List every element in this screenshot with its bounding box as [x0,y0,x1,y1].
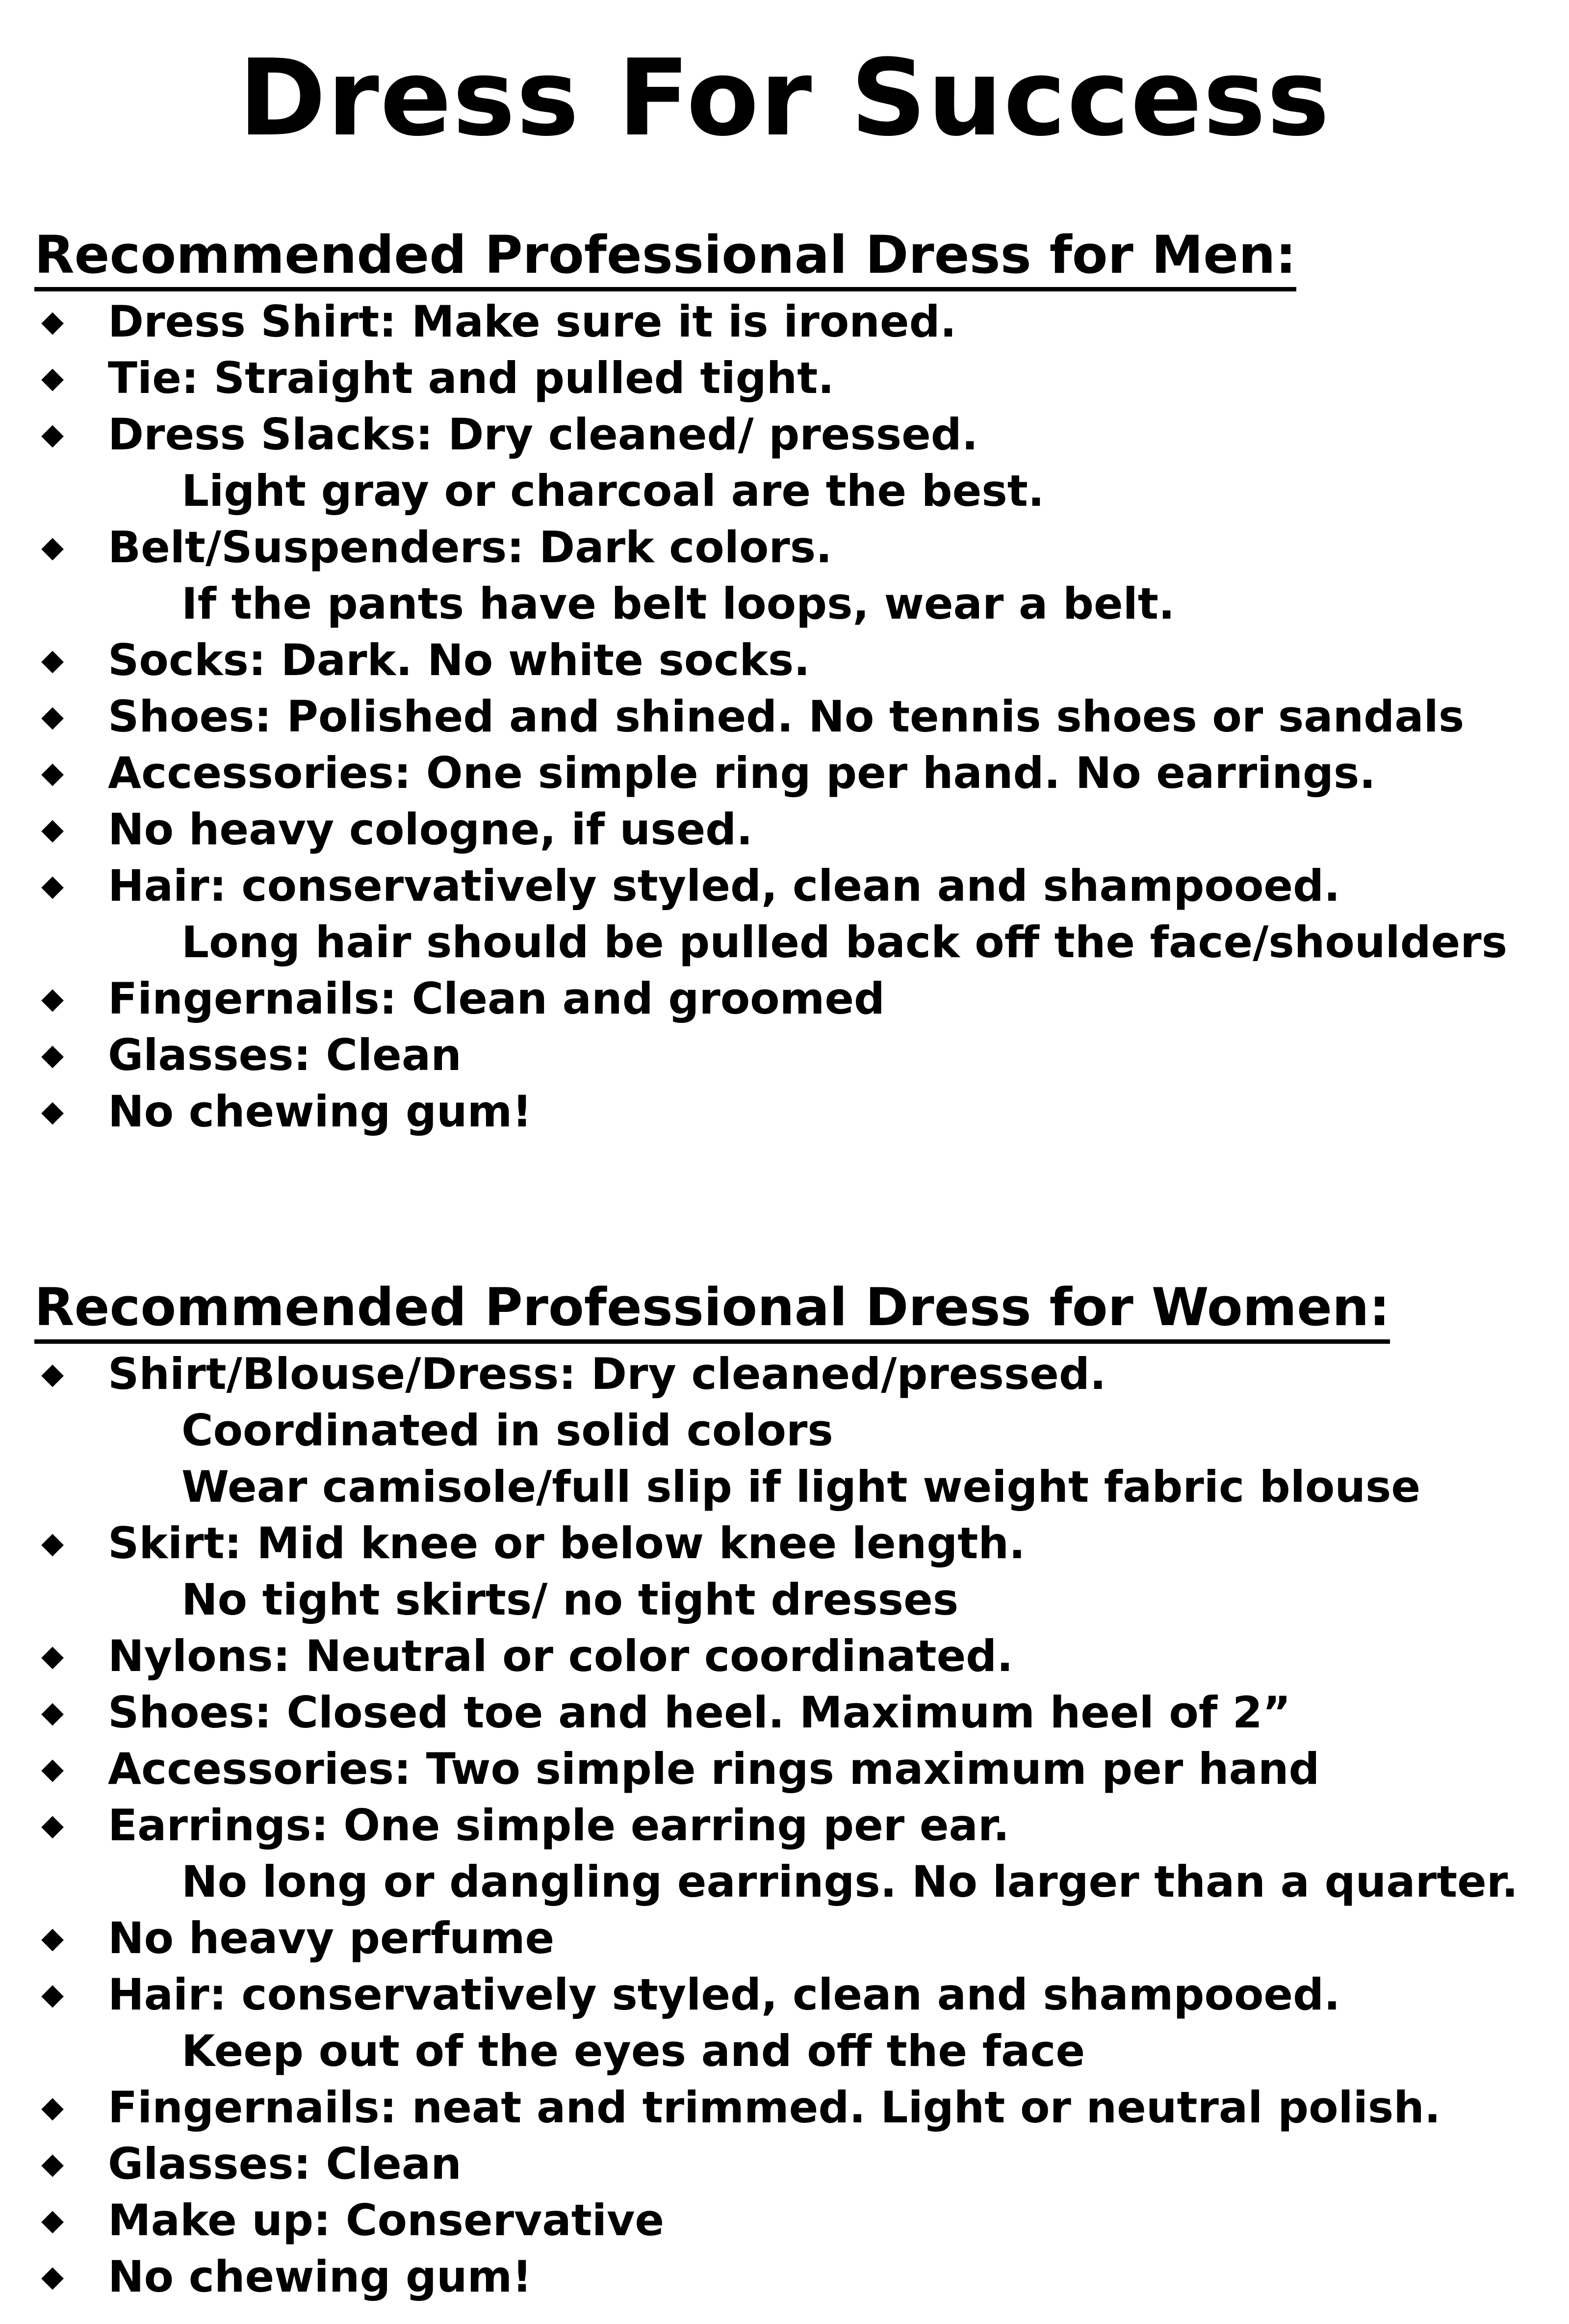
diamond-bullet-icon: ◆ [41,812,64,846]
item-text: Shoes: Polished and shined. No tennis shoes or sandals [108,691,1465,742]
women-list-item [34,2192,1550,2248]
diamond-bullet-icon: ◆ [41,868,64,903]
item-continuation-text: Coordinated in solid colors [181,1405,833,1456]
men-list-item [34,970,1550,1027]
diamond-bullet-icon: ◆ [41,417,64,451]
men-list-item [34,293,1550,350]
item-text: No chewing gum! [108,2251,532,2302]
women-list-item [34,2079,1550,2136]
diamond-bullet-icon: ◆ [41,1977,64,2011]
item-text: Fingernails: neat and trimmed. Light or neutral polish. [108,2082,1441,2133]
women-list-item [34,1966,1550,2079]
diamond-bullet-icon: ◆ [41,1526,64,1560]
diamond-bullet-icon: ◆ [41,1094,64,1128]
item-text: Earrings: One simple earring per ear. [108,1800,1010,1851]
item-text: Shoes: Closed toe and heel. Maximum heel of 2” [108,1687,1291,1738]
item-text: Nylons: Neutral or color coordinated. [108,1631,1013,1681]
men-list-item [34,519,1550,632]
item-text: Fingernails: Clean and groomed [108,973,885,1024]
diamond-bullet-icon: ◆ [41,304,64,339]
item-continuation-text: Wear camisole/full slip if light weight fabric blouse [181,1462,1421,1512]
diamond-bullet-icon: ◆ [41,1639,64,1673]
item-text: Glasses: Clean [108,2139,462,2189]
item-text: Hair: conservatively styled, clean and shampooed. [108,861,1340,911]
women-list-item [34,2248,1550,2305]
diamond-bullet-icon: ◆ [41,981,64,1016]
item-text: Glasses: Clean [108,1030,462,1080]
diamond-bullet-icon: ◆ [41,2146,64,2181]
item-text: Dress Shirt: Make sure it is ironed. [108,296,957,347]
diamond-bullet-icon: ◆ [41,1808,64,1842]
item-text: No chewing gum! [108,1086,532,1137]
women-list-item [34,1797,1550,1910]
men-list-item [34,858,1550,970]
women-list-item [34,1741,1550,1797]
item-text: Dress Slacks: Dry cleaned/ pressed. [108,409,978,460]
diamond-bullet-icon: ◆ [41,2203,64,2237]
item-text: Make up: Conservative [108,2195,665,2246]
diamond-bullet-icon: ◆ [41,1751,64,1786]
men-list-item [34,1083,1550,1140]
men-section-heading: Recommended Professional Dress for Men: [34,223,1296,291]
item-continuation-text: No long or dangling earrings. No larger than a quarter. [181,1856,1518,1907]
diamond-bullet-icon: ◆ [41,1357,64,1391]
women-list-item [34,1515,1550,1628]
item-continuation-text: No tight skirts/ no tight dresses [181,1574,959,1625]
item-text: Tie: Straight and pulled tight. [108,353,834,403]
item-continuation-text: Long hair should be pulled back off the face/shoulders [181,917,1508,967]
men-dress-section [34,223,1550,1140]
item-continuation-text: Light gray or charcoal are the best. [181,466,1045,516]
diamond-bullet-icon: ◆ [41,1921,64,1955]
diamond-bullet-icon: ◆ [41,361,64,395]
item-text: Socks: Dark. No white socks. [108,635,810,685]
men-dress-list [34,293,1550,1140]
item-continuation-text: Keep out of the eyes and off the face [181,2026,1085,2076]
women-list-item [34,1684,1550,1741]
diamond-bullet-icon: ◆ [41,530,64,564]
item-text: Belt/Suspenders: Dark colors. [108,522,832,573]
diamond-bullet-icon: ◆ [41,699,64,733]
men-list-item [34,688,1550,745]
men-list-item [34,1027,1550,1083]
page-title: Dress For Success [238,36,1331,159]
women-dress-list [34,1346,1550,2305]
item-text: Shirt/Blouse/Dress: Dry cleaned/pressed. [108,1349,1106,1399]
women-list-item [34,1910,1550,1966]
men-list-item [34,632,1550,688]
diamond-bullet-icon: ◆ [41,643,64,677]
women-list-item [34,1346,1550,1515]
men-list-item [34,745,1550,801]
item-text: No heavy perfume [108,1913,555,1963]
diamond-bullet-icon: ◆ [41,756,64,790]
women-dress-section [34,1276,1550,2305]
diamond-bullet-icon: ◆ [41,1038,64,1072]
item-text: Accessories: One simple ring per hand. No earrings. [108,748,1376,798]
item-text: Accessories: Two simple rings maximum per hand [108,1744,1320,1794]
diamond-bullet-icon: ◆ [41,2090,64,2124]
women-list-item [34,1628,1550,1684]
women-list-item [34,2136,1550,2192]
item-text: Skirt: Mid knee or below knee length. [108,1518,1026,1568]
item-text: Hair: conservatively styled, clean and shampooed. [108,1969,1340,2020]
women-section-heading: Recommended Professional Dress for Women: [34,1276,1390,1344]
men-list-item [34,406,1550,519]
item-continuation-text: If the pants have belt loops, wear a belt. [181,578,1175,629]
diamond-bullet-icon: ◆ [41,2259,64,2294]
diamond-bullet-icon: ◆ [41,1695,64,1729]
men-list-item [34,350,1550,406]
men-list-item [34,801,1550,858]
item-text: No heavy cologne, if used. [108,804,753,855]
